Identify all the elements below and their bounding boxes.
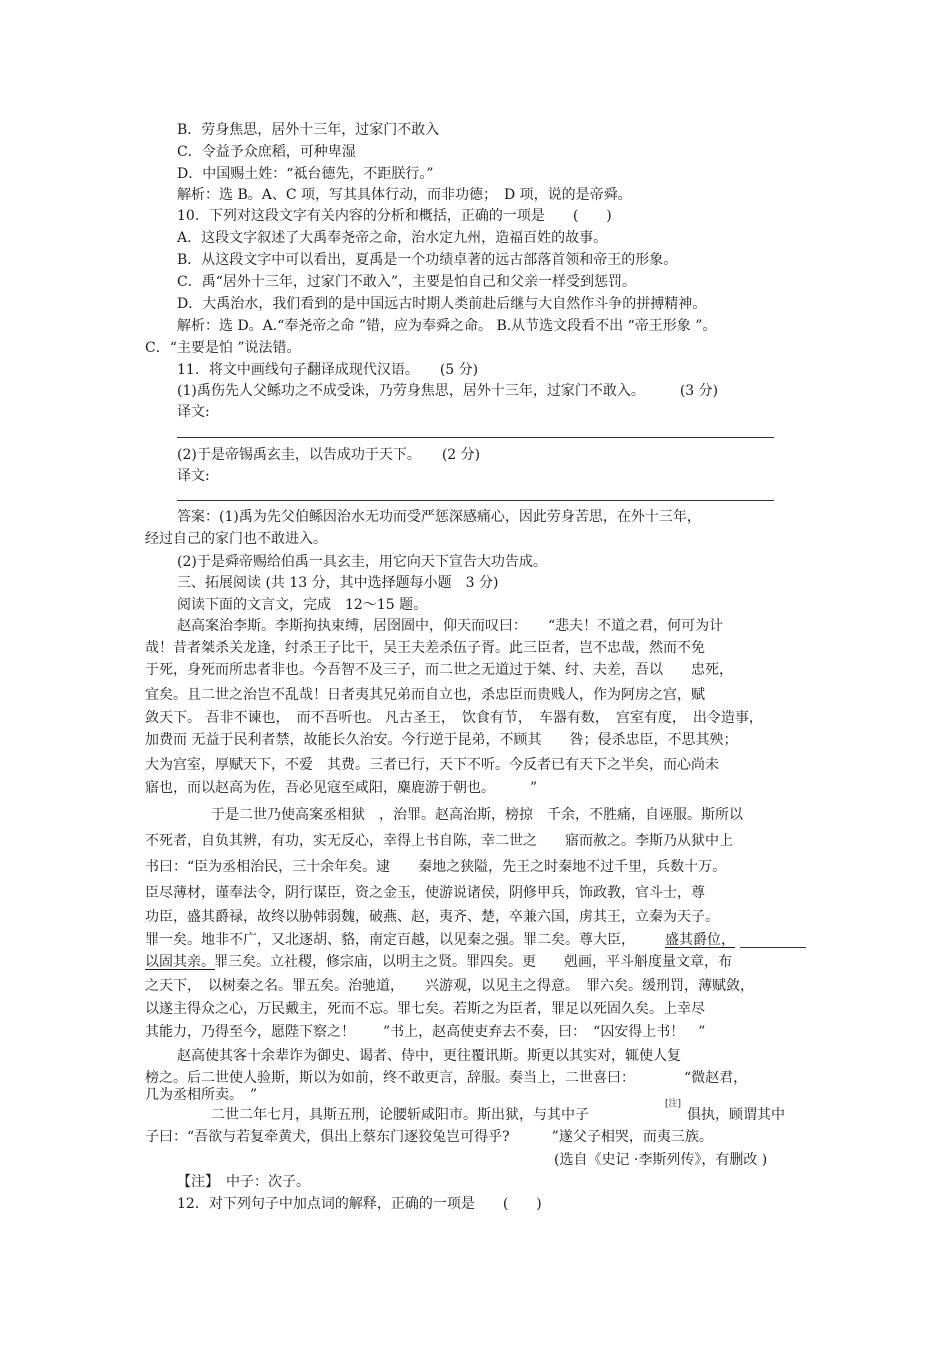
underline-extension [740, 947, 806, 948]
option-b: B．劳身焦思，居外十三年，过家门不敢入 [177, 122, 440, 138]
underlined-sentence: 盛其爵位， [665, 932, 735, 948]
passage-line: 宜矣。且二世之治岂不乱哉！日者夷其兄弟而自立也，杀忠臣而贵贱人，作为阿房之宫，赋 [145, 687, 705, 703]
passage-line: 于死，身死而所忠者非也。今吾智不及三子，而二世之无道过于桀、纣、夫差，吾以 忠死， [145, 662, 733, 678]
passage-line: 其能力，乃得至今，愿陛下察之！ ”书上，赵高使吏弃去不奏，曰： “囚安得上书！ ” [145, 1024, 706, 1040]
passage-line: 寤也，而以赵高为佐，吾必见寇至咸阳，麋鹿游于朝也。 ” [145, 780, 538, 796]
option-b: B．从这段文字中可以看出，夏禹是一个功绩卓著的远古部落首领和帝王的形象。 [177, 252, 678, 268]
passage-line: 俱执，顾谓其中 [687, 1107, 785, 1123]
passage-line: 子曰：“吾欲与若复牵黄犬，俱出上蔡东门逐狡兔岂可得乎? ”遂父子相哭，而夷三族。 [145, 1129, 713, 1145]
footnote: 【注】 中子：次子。 [177, 1174, 310, 1190]
passage-line: 几为丞相所卖。 ” [145, 1087, 258, 1103]
analysis-10-cont: C．“主要是怕 ”说法错。 [145, 340, 301, 356]
passage-line: 哉！昔者桀杀关龙逢，纣杀王子比干，吴王夫差杀伍子胥。此三臣者，岂不忠哉，然而不免 [145, 640, 705, 656]
passage-line: 赵高使其客十余辈诈为御史、谒者、侍中，更往覆讯斯。斯更以其实对，辄使人复 [177, 1048, 681, 1064]
passage-line: 之天下， 以树秦之名。罪五矣。治驰道， 兴游观，以见主之得意。 罪六矣。缓刑罚，薄赋敛， [145, 978, 754, 994]
passage-line: 于是二世乃使高案丞相狱 ，治罪。赵高治斯，榜掠 千余，不胜痛，自诬服。斯所以 [211, 807, 743, 823]
underlined-sentence: 以固其亲。 [145, 954, 215, 970]
option-d: D．中国赐土姓：“祗台德先，不距朕行。” [177, 166, 434, 182]
source-citation: (选自《史记 ·李斯列传》，有删改 ) [554, 1152, 768, 1168]
translation-label: 译文: [177, 468, 210, 484]
question-11: 11．将文中画线句子翻译成现代汉语。 (5 分) [177, 362, 479, 378]
option-a: A．这段文字叙述了大禹奉尧帝之命，治水定九州，造福百姓的故事。 [177, 230, 608, 246]
answer-11-1-cont: 经过自己的家门也不敢进入。 [145, 531, 327, 547]
passage-line: 二世二年七月，具斯五刑，论腰斩咸阳市。斯出狱，与其中子 [211, 1107, 589, 1123]
option-c: C．令益予众庶稻，可种卑湿 [177, 144, 356, 160]
passage-line: 功臣，盛其爵禄，故终以胁韩弱魏，破燕、赵，夷齐、楚，卒兼六国，虏其王，立秦为天子。 [145, 909, 719, 925]
question-11-1: (1)禹伤先人父鲧功之不成受诛，乃劳身焦思，居外十三年，过家门不敢入。 (3 分) [177, 383, 719, 399]
passage-line: 赵高案治李斯。李斯拘执束缚，居囹圄中，仰天而叹曰： “悲夫！不道之君，何可为计 [177, 618, 724, 634]
answer-line [177, 437, 774, 438]
answer-line [177, 500, 774, 501]
passage-line: 大为宫室，厚赋天下，不爱 其费。三者已行，天下不听。今反者已有天下之半矣，而心尚未 [145, 757, 719, 773]
passage-line: 榜之。后二世使人验斯，斯以为如前，终不敢更言，辞服。奏当上，二世喜曰： “微赵君， [145, 1070, 748, 1086]
question-11-2: (2)于是帝锡禹玄圭，以告成功于天下。 (2 分) [177, 447, 481, 463]
passage-line: 罪三矣。立社稷，修宗庙，以明主之贤。罪四矣。更 剋画，平斗斛度量文章，布 [214, 954, 732, 970]
question-12: 12．对下列句子中加点词的解释，正确的一项是 ( ) [177, 1196, 542, 1212]
passage-line: 罪一矣。地非不广，又北逐胡、貉，南定百越，以见秦之强。罪二矣。尊大臣， [145, 932, 635, 948]
option-c: C．禹“居外十三年，过家门不敢入”，主要是怕自己和父亲一样受到惩罚。 [177, 274, 637, 290]
passage-line: 以遂主得众之心，万民戴主，死而不忘。罪七矣。若斯之为臣者，罪足以死固久矣。上幸尽 [145, 1001, 705, 1017]
passage-line: 加费而 无益于民利者禁，故能长久治安。今行逆于昆弟，不顾其 咎；侵杀忠臣，不思其殃； [145, 732, 738, 748]
option-d: D．大禹治水，我们看到的是中国远古时期人类前赴后继与大自然作斗争的拼搏精神。 [177, 296, 707, 312]
translation-label: 译文: [177, 404, 210, 420]
answer-11-2: (2)于是舜帝赐给伯禹一具玄圭，用它向天下宣告大功告成。 [177, 554, 547, 570]
passage-line: 臣尽薄材，谨奉法令，阴行谋臣，资之金玉，使游说诸侯，阴修甲兵，饰政教，官斗士，尊 [145, 885, 705, 901]
analysis-9: 解析：选 B。A、C 项，写其具体行动，而非功德； D 项，说的是帝舜。 [177, 187, 632, 203]
answer-11-1: 答案：(1)禹为先父伯鲧因治水无功而受严惩深感痛心，因此劳身苦思，在外十三年， [177, 509, 701, 525]
analysis-10: 解析：选 D。A.“奉尧帝之命 ”错，应为奉舜之命。 B.从节选文段看不出 “帝王形象 ”。 [177, 318, 717, 334]
note-marker: [注] [665, 1099, 682, 1109]
passage-line: 不死者，自负其辨，有功，实无反心，幸得上书自陈，幸二世之 寤而赦之。李斯乃从狱中上 [145, 833, 733, 849]
passage-line: 敛天下。 吾非不谏也， 而不吾听也。 凡古圣王， 饮食有节， 车器有数， 宫室有度， 出令造事， [145, 710, 763, 726]
section-heading: 三、拓展阅读 (共 13 分，其中选择题每小题 3 分) [177, 575, 499, 591]
passage-line: 书曰：“臣为丞相治民，三十余年矣。逮 秦地之狭隘，先王之时秦地不过千里，兵数十万。 [145, 859, 727, 875]
reading-instruction: 阅读下面的文言文，完成 12～15 题。 [177, 597, 428, 613]
question-10: 10．下列对这段文字有关内容的分析和概括，正确的一项是 ( ) [177, 208, 612, 224]
